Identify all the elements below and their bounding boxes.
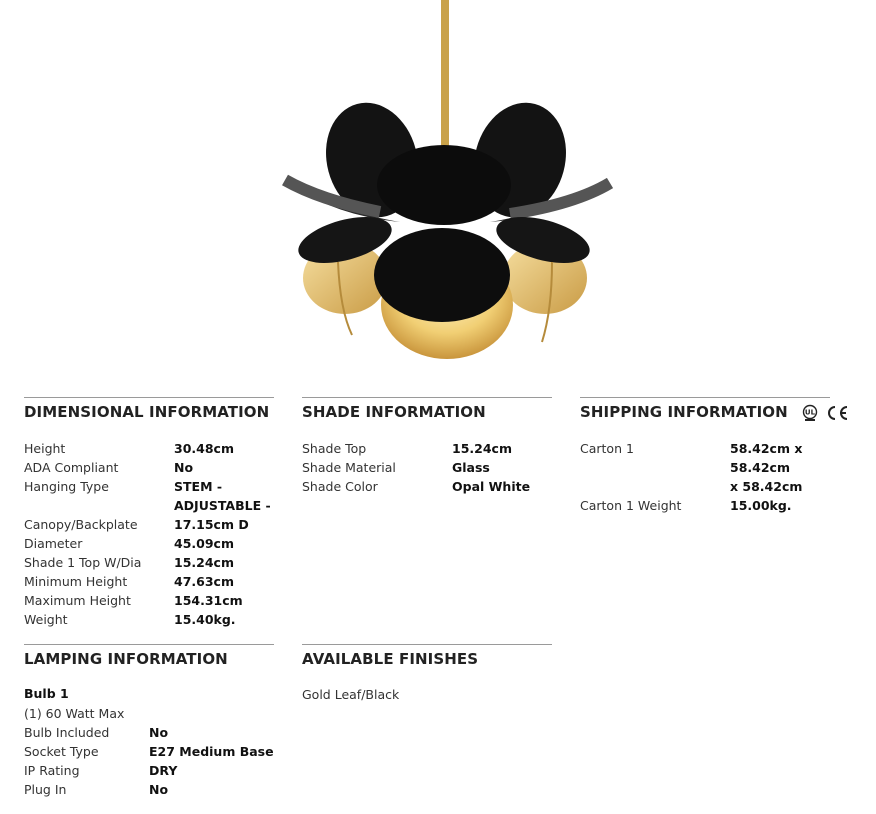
spec-row-ada xyxy=(24,458,294,477)
spec-value: 47.63cm xyxy=(174,574,234,589)
finishes-section xyxy=(302,644,552,702)
spec-value: Opal White xyxy=(452,479,531,494)
spec-row-diameter xyxy=(24,534,294,553)
spec-value: 154.31cm xyxy=(174,593,243,608)
spec-row-max-height xyxy=(24,591,294,610)
spec-label: Shade Top xyxy=(302,441,367,456)
spec-value: 17.15cm D xyxy=(174,517,249,532)
spec-label: Socket Type xyxy=(24,744,99,759)
spec-value: STEM - ADJUSTABLE - xyxy=(174,479,271,513)
bulb-title: Bulb 1 xyxy=(24,686,69,701)
spec-row-shade-top xyxy=(302,439,530,458)
spec-value: 15.24cm xyxy=(452,441,512,456)
spec-value: 15.24cm xyxy=(174,555,234,570)
lamping-title: LAMPING INFORMATION xyxy=(24,650,228,668)
spec-value: 30.48cm xyxy=(174,441,234,456)
spec-label: Carton 1 xyxy=(580,441,634,456)
spec-value: 45.09cm xyxy=(174,536,234,551)
spec-label: Plug In xyxy=(24,782,67,797)
spec-label: Weight xyxy=(24,612,68,627)
shipping-title-text: SHIPPING INFORMATION xyxy=(580,403,788,421)
spec-row-plug-in xyxy=(24,780,274,799)
spec-value: DRY xyxy=(149,763,178,778)
finishes-rows xyxy=(302,685,399,704)
spec-label: Canopy/Backplate xyxy=(24,517,138,532)
section-divider xyxy=(24,397,274,398)
ce-mark-icon xyxy=(824,404,850,422)
spec-label: Bulb Included xyxy=(24,725,110,740)
spec-row-carton xyxy=(580,439,855,496)
finish-value: Gold Leaf/Black xyxy=(302,687,400,702)
shipping-rows xyxy=(580,439,855,515)
spec-row-height xyxy=(24,439,294,458)
shipping-section xyxy=(580,397,830,513)
product-image xyxy=(0,0,876,380)
shipping-title xyxy=(580,403,850,422)
spec-row-canopy xyxy=(24,515,294,534)
shade-rows xyxy=(302,439,530,496)
spec-value: E27 Medium Base xyxy=(149,744,274,759)
spec-value: No xyxy=(174,460,194,475)
lamping-section xyxy=(24,644,274,797)
spec-label: Carton 1 Weight xyxy=(580,498,682,513)
spec-value: 15.00kg. xyxy=(730,498,792,513)
dimensional-title: DIMENSIONAL INFORMATION xyxy=(24,403,270,421)
shade-section xyxy=(302,397,552,494)
dimensional-rows xyxy=(24,439,294,629)
spec-row-bulb-included xyxy=(24,723,274,742)
section-divider xyxy=(580,397,830,398)
spec-row-ip-rating xyxy=(24,761,274,780)
dimensional-section xyxy=(24,397,274,627)
spec-label: Shade Material xyxy=(302,460,396,475)
svg-text:UL: UL xyxy=(804,408,816,416)
spec-label: Minimum Height xyxy=(24,574,128,589)
finishes-title: AVAILABLE FINISHES xyxy=(302,650,479,668)
spec-row-carton-weight xyxy=(580,496,855,515)
spec-label: Hanging Type xyxy=(24,479,109,494)
spec-label: Height xyxy=(24,441,66,456)
bulb-description: (1) 60 Watt Max xyxy=(24,706,125,721)
section-divider xyxy=(302,644,552,645)
lamping-rows xyxy=(24,684,274,799)
spec-value: No xyxy=(149,782,169,797)
ul-listed-icon xyxy=(799,404,821,422)
section-divider xyxy=(302,397,552,398)
spec-label: Shade Color xyxy=(302,479,378,494)
certification-marks xyxy=(799,404,850,422)
spec-value: 15.40kg. xyxy=(174,612,236,627)
spec-row-socket-type xyxy=(24,742,274,761)
spec-row-shade-material xyxy=(302,458,530,477)
spec-value: No xyxy=(149,725,169,740)
spec-row-shade-top xyxy=(24,553,294,572)
spec-label: IP Rating xyxy=(24,763,80,778)
spec-label: ADA Compliant xyxy=(24,460,119,475)
spec-value: 58.42cm x 58.42cm x 58.42cm xyxy=(730,441,803,494)
spec-row-min-height xyxy=(24,572,294,591)
spec-label: Shade 1 Top W/Dia xyxy=(24,555,142,570)
spec-row-shade-color xyxy=(302,477,530,496)
spec-value: Glass xyxy=(452,460,490,475)
spec-row-weight xyxy=(24,610,294,629)
spec-row-hanging-type xyxy=(24,477,294,515)
section-divider xyxy=(24,644,274,645)
spec-label: Maximum Height xyxy=(24,593,131,608)
shade-title: SHADE INFORMATION xyxy=(302,403,486,421)
spec-label: Diameter xyxy=(24,536,83,551)
